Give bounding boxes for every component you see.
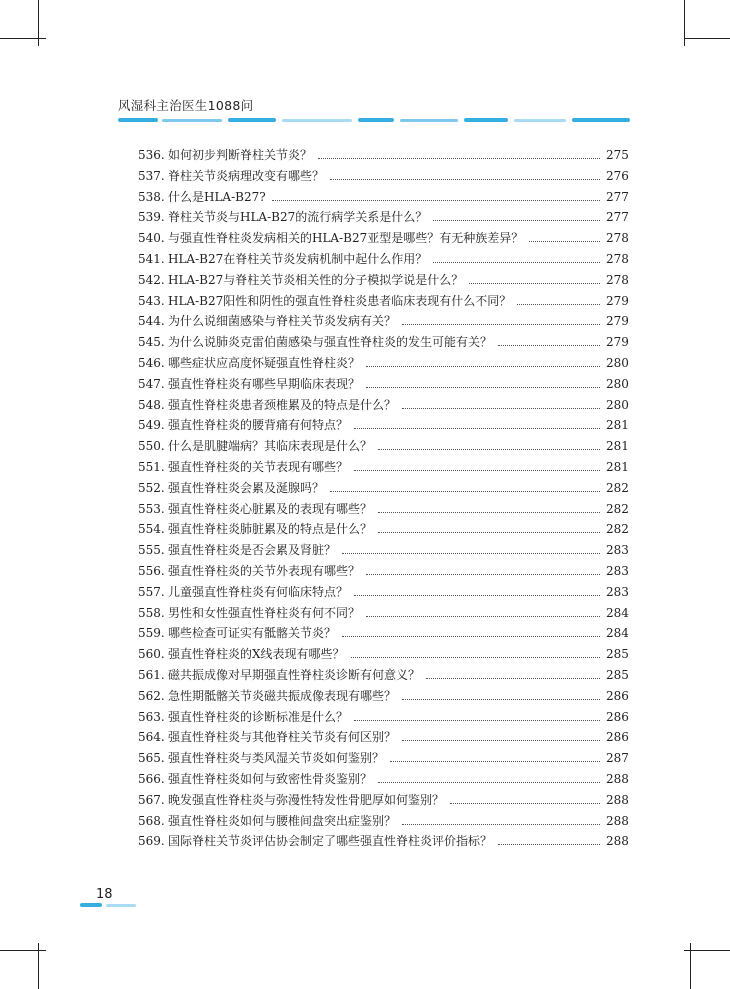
toc-entry-leader-dots xyxy=(498,345,600,346)
toc-entry-page: 286 xyxy=(606,730,629,745)
toc-entry-question: 强直性脊柱炎是否会累及肾脏？ xyxy=(168,543,337,558)
toc-entry xyxy=(138,396,628,417)
toc-entry xyxy=(138,375,628,396)
toc-entry-page: 288 xyxy=(606,813,629,828)
toc-entry-page: 278 xyxy=(606,272,629,287)
toc-entry xyxy=(138,312,628,333)
toc-entry-number: 560. xyxy=(138,647,165,662)
toc-entry-question: 儿童强直性脊柱炎有何临床特点？ xyxy=(168,584,349,599)
toc-entry xyxy=(138,666,628,687)
toc-entry xyxy=(138,500,628,521)
toc-entry-question: 强直性脊柱炎的X线表现有哪些？ xyxy=(168,647,345,662)
toc-entry-number: 539. xyxy=(138,210,165,225)
toc-entry-leader-dots xyxy=(330,179,600,180)
toc-entry xyxy=(138,167,628,188)
toc-entry-leader-dots xyxy=(433,262,600,263)
toc-entry-leader-dots xyxy=(330,491,600,492)
toc-entry xyxy=(138,520,628,541)
toc-entry-page: 285 xyxy=(606,667,629,682)
toc-entry xyxy=(138,749,628,770)
toc-entry-page: 279 xyxy=(606,293,629,308)
toc-entry-page: 283 xyxy=(606,543,629,558)
toc-entry-page: 280 xyxy=(606,397,629,412)
toc-entry-page: 277 xyxy=(606,210,629,225)
toc-entry-page: 288 xyxy=(606,834,629,849)
toc-entry-page: 280 xyxy=(606,376,629,391)
toc-entry-page: 279 xyxy=(606,314,629,329)
toc-entry-number: 556. xyxy=(138,563,165,578)
toc-entry-question: 磁共振成像对早期强直性脊柱炎诊断有何意义？ xyxy=(168,667,421,682)
toc-entry xyxy=(138,458,628,479)
toc-entry xyxy=(138,229,628,250)
toc-entry-number: 567. xyxy=(138,792,165,807)
toc-entry-page: 278 xyxy=(606,231,629,246)
toc-entry-number: 540. xyxy=(138,231,165,246)
toc-entry-question: 与强直性脊柱炎发病相关的HLA-B27亚型是哪些？有无种族差异？ xyxy=(168,231,524,246)
toc-entry-leader-dots xyxy=(426,678,600,679)
toc-entry-page: 275 xyxy=(606,148,629,162)
toc-entry-number: 561. xyxy=(138,667,165,682)
toc-entry-number: 552. xyxy=(138,480,165,495)
toc-entry xyxy=(138,271,628,292)
toc-entry xyxy=(138,250,628,271)
toc-entry-question: 国际脊柱关节炎评估协会制定了哪些强直性脊柱炎评价指标？ xyxy=(168,834,493,849)
toc-entry-leader-dots xyxy=(402,824,600,825)
toc-entry-question: 急性期骶髂关节炎磁共振成像表现有哪些？ xyxy=(168,688,397,703)
toc-entry-number: 542. xyxy=(138,272,165,287)
toc-entry-leader-dots xyxy=(378,449,600,450)
toc-entry-question: 如何初步判断脊柱关节炎？ xyxy=(168,148,313,162)
toc-entry-question: 强直性脊柱炎心脏累及的表现有哪些？ xyxy=(168,501,373,516)
toc-entry xyxy=(138,791,628,812)
toc-entry-leader-dots xyxy=(378,532,600,533)
toc-entry xyxy=(138,770,628,791)
toc-entry-leader-dots xyxy=(378,782,600,783)
toc-entry-leader-dots xyxy=(354,595,600,596)
toc-entry xyxy=(138,832,628,853)
toc-entry xyxy=(138,687,628,708)
toc-entry-number: 549. xyxy=(138,418,165,433)
toc-entry-question: 脊柱关节炎病理改变有哪些？ xyxy=(168,168,325,183)
toc-entry-question: HLA-B27阳性和阴性的强直性脊柱炎患者临床表现有什么不同？ xyxy=(168,293,512,308)
toc-entry-number: 546. xyxy=(138,355,165,370)
toc-entry-page: 285 xyxy=(606,647,629,662)
toc-entry-page: 280 xyxy=(606,355,629,370)
toc-entry-question: HLA-B27在脊柱关节炎发病机制中起什么作用？ xyxy=(168,251,428,266)
toc-entry-page: 287 xyxy=(606,751,629,766)
crop-mark-top-right-h xyxy=(684,38,730,39)
toc-entry-question: 脊柱关节炎与HLA-B27的流行病学关系是什么？ xyxy=(168,210,428,225)
toc-entry-question: 强直性脊柱炎肺脏累及的特点是什么？ xyxy=(168,522,373,537)
header-decorative-band xyxy=(118,116,630,124)
toc-entry-page: 282 xyxy=(606,522,629,537)
toc-entry xyxy=(138,479,628,500)
toc-entry-page: 288 xyxy=(606,771,629,786)
toc-entry-question: 什么是肌腱端病？其临床表现是什么？ xyxy=(168,439,373,454)
running-header-title: 风湿科主治医生1088问 xyxy=(118,98,254,113)
toc-entry-leader-dots xyxy=(342,636,600,637)
crop-mark-bottom-right-h xyxy=(684,950,730,951)
toc-entry-leader-dots xyxy=(402,408,600,409)
toc-entry-leader-dots xyxy=(529,241,600,242)
toc-entry-page: 276 xyxy=(606,168,629,183)
toc-entry-leader-dots xyxy=(354,428,600,429)
toc-entry-number: 562. xyxy=(138,688,165,703)
toc-entry-number: 566. xyxy=(138,771,165,786)
toc-entry-number: 544. xyxy=(138,314,165,329)
toc-entry-page: 281 xyxy=(606,439,629,454)
toc-entry-leader-dots xyxy=(402,324,600,325)
toc-entry-question: 强直性脊柱炎有哪些早期临床表现？ xyxy=(168,376,361,391)
toc-entry-number: 558. xyxy=(138,605,165,620)
toc-entry-question: 强直性脊柱炎如何与腰椎间盘突出症鉴别？ xyxy=(168,813,397,828)
toc-entry-leader-dots xyxy=(342,553,600,554)
toc-entry-number: 538. xyxy=(138,189,165,204)
toc-entry-leader-dots xyxy=(366,616,600,617)
toc-entry-number: 564. xyxy=(138,730,165,745)
toc-entry-page: 282 xyxy=(606,480,629,495)
toc-entry-page: 277 xyxy=(606,189,629,204)
toc-entry-number: 555. xyxy=(138,543,165,558)
toc-entry-number: 547. xyxy=(138,376,165,391)
toc-entry-leader-dots xyxy=(351,657,600,658)
toc-entry-page: 286 xyxy=(606,688,629,703)
toc-entry xyxy=(138,208,628,229)
toc-entry xyxy=(138,645,628,666)
crop-mark-top-left-h xyxy=(0,38,46,39)
toc-entry-leader-dots xyxy=(272,200,600,201)
crop-mark-bottom-left-h xyxy=(0,950,46,951)
crop-mark-top-right-v xyxy=(684,0,685,46)
table-of-contents xyxy=(138,146,628,853)
toc-entry-question: 哪些症状应高度怀疑强直性脊柱炎？ xyxy=(168,355,361,370)
toc-entry-question: 什么是HLA-B27? xyxy=(168,189,266,204)
toc-entry-number: 541. xyxy=(138,251,165,266)
toc-entry-leader-dots xyxy=(450,803,600,804)
toc-entry-number: 569. xyxy=(138,834,165,849)
toc-entry xyxy=(138,583,628,604)
toc-entry xyxy=(138,292,628,313)
toc-entry-number: 543. xyxy=(138,293,165,308)
toc-entry-question: 强直性脊柱炎的诊断标准是什么？ xyxy=(168,709,349,724)
toc-entry xyxy=(138,416,628,437)
toc-entry-page: 288 xyxy=(606,792,629,807)
toc-entry-question: 为什么说细菌感染与脊柱关节炎发病有关？ xyxy=(168,314,397,329)
toc-entry xyxy=(138,624,628,645)
toc-entry-question: 强直性脊柱炎与类风湿关节炎如何鉴别？ xyxy=(168,751,385,766)
toc-entry-leader-dots xyxy=(517,304,600,305)
toc-entry-number: 565. xyxy=(138,751,165,766)
toc-entry xyxy=(138,354,628,375)
toc-entry xyxy=(138,146,628,167)
toc-entry-question: 强直性脊柱炎会累及涎腺吗？ xyxy=(168,480,325,495)
toc-entry-question: HLA-B27与脊柱关节炎相关性的分子模拟学说是什么？ xyxy=(168,272,464,287)
page-number: 18 xyxy=(96,887,113,902)
toc-entry-number: 551. xyxy=(138,459,165,474)
toc-entry-leader-dots xyxy=(366,366,600,367)
toc-entry-number: 550. xyxy=(138,439,165,454)
toc-entry-leader-dots xyxy=(402,699,600,700)
toc-entry-question: 强直性脊柱炎与其他脊柱关节炎有何区别？ xyxy=(168,730,397,745)
toc-entry-number: 559. xyxy=(138,626,165,641)
toc-entry-question: 男性和女性强直性脊柱炎有何不同？ xyxy=(168,605,361,620)
toc-entry-question: 强直性脊柱炎的关节表现有哪些？ xyxy=(168,459,349,474)
toc-entry-leader-dots xyxy=(354,470,600,471)
toc-entry-leader-dots xyxy=(378,512,600,513)
toc-entry-leader-dots xyxy=(366,574,600,575)
toc-entry-number: 553. xyxy=(138,501,165,516)
toc-entry xyxy=(138,812,628,833)
toc-entry-page: 284 xyxy=(606,605,629,620)
toc-entry-page: 281 xyxy=(606,459,629,474)
toc-entry-page: 281 xyxy=(606,418,629,433)
toc-entry xyxy=(138,541,628,562)
toc-entry xyxy=(138,604,628,625)
toc-entry-number: 568. xyxy=(138,813,165,828)
toc-entry xyxy=(138,708,628,729)
toc-entry-leader-dots xyxy=(469,283,600,284)
toc-entry-question: 强直性脊柱炎如何与致密性骨炎鉴别？ xyxy=(168,771,373,786)
toc-entry-number: 554. xyxy=(138,522,165,537)
toc-entry-leader-dots xyxy=(390,761,600,762)
toc-entry-question: 强直性脊柱炎患者颈椎累及的特点是什么？ xyxy=(168,397,397,412)
toc-entry-number: 537. xyxy=(138,168,165,183)
toc-entry-leader-dots xyxy=(366,387,600,388)
toc-entry-leader-dots xyxy=(433,220,600,221)
toc-entry-number: 536. xyxy=(138,148,165,162)
toc-entry-page: 279 xyxy=(606,335,629,350)
toc-entry-question: 晚发强直性脊柱炎与弥漫性特发性骨肥厚如何鉴别？ xyxy=(168,792,445,807)
toc-entry-leader-dots xyxy=(354,720,600,721)
toc-entry-page: 286 xyxy=(606,709,629,724)
toc-entry-page: 284 xyxy=(606,626,629,641)
toc-entry-question: 哪些检查可证实有骶髂关节炎？ xyxy=(168,626,337,641)
toc-entry-page: 278 xyxy=(606,251,629,266)
toc-entry-number: 545. xyxy=(138,335,165,350)
toc-entry xyxy=(138,728,628,749)
toc-entry-number: 563. xyxy=(138,709,165,724)
toc-entry-page: 283 xyxy=(606,563,629,578)
toc-entry-leader-dots xyxy=(402,740,600,741)
toc-entry-question: 强直性脊柱炎的关节外表现有哪些？ xyxy=(168,563,361,578)
toc-entry xyxy=(138,437,628,458)
crop-mark-top-left-v xyxy=(38,0,39,46)
toc-entry-question: 为什么说肺炎克雷伯菌感染与强直性脊柱炎的发生可能有关？ xyxy=(168,335,493,350)
footer-decorative-band xyxy=(80,902,136,908)
toc-entry-page: 282 xyxy=(606,501,629,516)
toc-entry-question: 强直性脊柱炎的腰背痛有何特点？ xyxy=(168,418,349,433)
toc-entry-leader-dots xyxy=(498,844,600,845)
toc-entry-number: 557. xyxy=(138,584,165,599)
toc-entry-number: 548. xyxy=(138,397,165,412)
toc-entry-page: 283 xyxy=(606,584,629,599)
toc-entry xyxy=(138,333,628,354)
toc-entry xyxy=(138,562,628,583)
toc-entry-leader-dots xyxy=(318,158,600,159)
toc-entry xyxy=(138,188,628,209)
